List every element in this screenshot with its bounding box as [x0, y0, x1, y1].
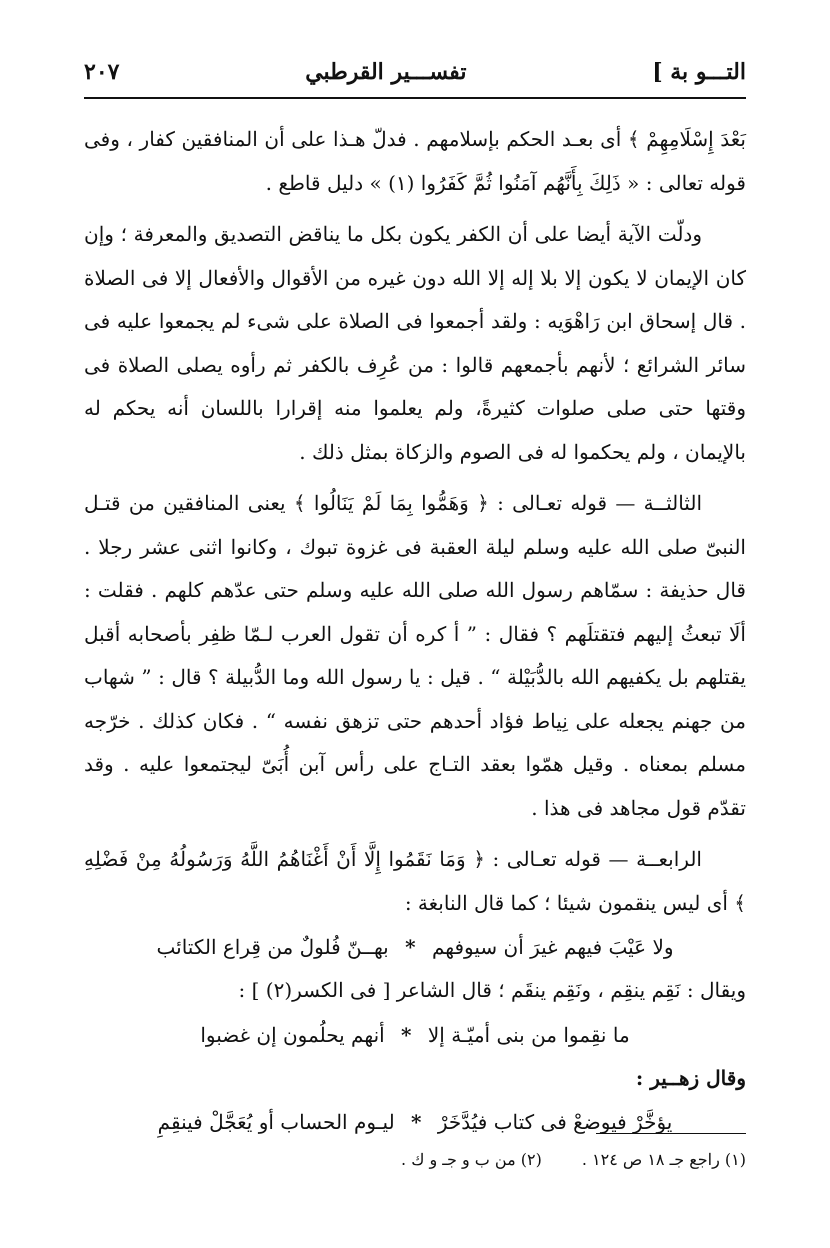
paragraph-4: الرابعــة — قوله تعـالى : ﴿ وَمَا نَقَمُوا إِلَّا أَنْ أَغْنَاهُمُ اللَّهُ وَرَسُولُهُ مِنْ فَضْلِهِ ﴾ أى ليس ينقمون شيئا ؛ كما قال النابغة :: [84, 847, 746, 915]
paragraph-2: ودلّت الآية أيضا على أن الكفر يكون بكل ما يناقض التصديق والمعرفة ؛ وإن كان الإيمان لا يكون إلا بلا إله إلا الله دون غيره من الأقوال والأفعال إلا فى الصلاة . قال إسحاق ابن رَاهْوَيه : ولقد أجمعوا فى الصلاة على شىء لم يجمعوا عليه فى سائر الشرائع ؛ لأنهم بأجمعهم قالوا : من عُرِف بالكفر ثم رأوه يصلى الصلاة فى وقتها حتى صلى صلوات كثيرةً، ولم يعلموا منه إقرارا باللسان أنه يحكم له بالإيمان ، ولم يحكموا له فى الصوم والزكاة بمثل ذلك .: [84, 222, 747, 464]
paragraph-1: بَعْدَ إِسْلَامِهِمْ ﴾ أى بعـد الحكم بإسلامهم . فدلّ هـذا على أن المنافقين كفار ، وفى قوله تعالى : « ذَلِكَ بِأَنَّهُم آمَنُوا ثُمَّ كَفَرُوا (١) » دليل قاطع .: [84, 127, 746, 195]
verse-second-hemistich: ليـوم الحساب أو يُعَجَّلْ فينقِمِ: [157, 1110, 395, 1134]
footnote-divider: [596, 1133, 746, 1134]
verse-first-hemistich: يؤخَّرْ فيوضعْ فى كتاب فيُدَّخَرْ: [437, 1110, 673, 1134]
page-number: ٢٠٧: [84, 59, 120, 85]
verse-second-hemistich: أنهم يحلُمون إن غضبوا: [200, 1022, 385, 1047]
verse-nabigha: [84, 925, 746, 969]
footnote-1: (١) راجع جـ ١٨ ص ١٢٤ .: [581, 1150, 746, 1169]
paragraph-6: وقال زهــير :: [635, 1065, 746, 1090]
header-divider: [84, 97, 746, 99]
footnote-2: (٢) من ب و جـ و ك .: [401, 1150, 542, 1169]
verse-zuhair: [84, 1100, 746, 1144]
main-text: [84, 118, 746, 1144]
footnotes: [84, 1148, 746, 1172]
page-header: [84, 52, 746, 92]
paragraph-5: ويقال : نَقِم ينقِم ، ونَقِم ينقَم ؛ قال الشاعر [ فى الكسر(٢) ] :: [238, 978, 746, 1002]
paragraph-3: الثالثــة — قوله تعـالى : ﴿ وَهَمُّوا بِمَا لَمْ يَنَالُوا ﴾ يعنى المنافقين من قتـل النبىّ صلى الله عليه وسلم ليلة العقبة فى غزوة تبوك ، وكانوا اثنى عشر رجلا . قال حذيفة : سمّاهم رسول الله صلى الله عليه وسلم حتى عدّهم كلهم . فقلت : ألَا تبعثُ إليهم فتقتلَهم ؟ فقال : ” أ كره أن تقول العرب لـمّا ظفِر بأصحابه أقبل يقتلهم بل يكفيهم الله بالدُّبَيْلة “ . قيل : يا رسول الله وما الدُّبيلة ؟ قال : ” شهاب من جهنم يجعله على نِياط فؤاد أحدهم حتى تزهق نفسه “ . فكان كذلك . خرّجه مسلم بمعناه . وقيل همّوا بعقد التـاج على رأس آبن أُبَىّ ليجتمعوا عليه . وقد تقدّم قول مجاهد فى هذا .: [84, 491, 746, 820]
verse-separator: *: [401, 1022, 412, 1047]
verse-first-hemistich: ولا عَيْبَ فيهم غيرَ أن سيوفهم: [431, 935, 674, 959]
verse-separator: *: [411, 1110, 422, 1134]
verse-separator: *: [405, 935, 416, 959]
verse-second-hemistich: بهــنّ فُلولٌ من قِراع الكتائب: [156, 935, 389, 959]
verse-first-hemistich: ما نقِموا من بنى أميّـة إلا: [427, 1022, 630, 1047]
section-title: التـــو بة ]: [652, 59, 746, 85]
book-title: تفســـير القرطبي: [305, 59, 467, 85]
verse-poet: [84, 1013, 746, 1057]
